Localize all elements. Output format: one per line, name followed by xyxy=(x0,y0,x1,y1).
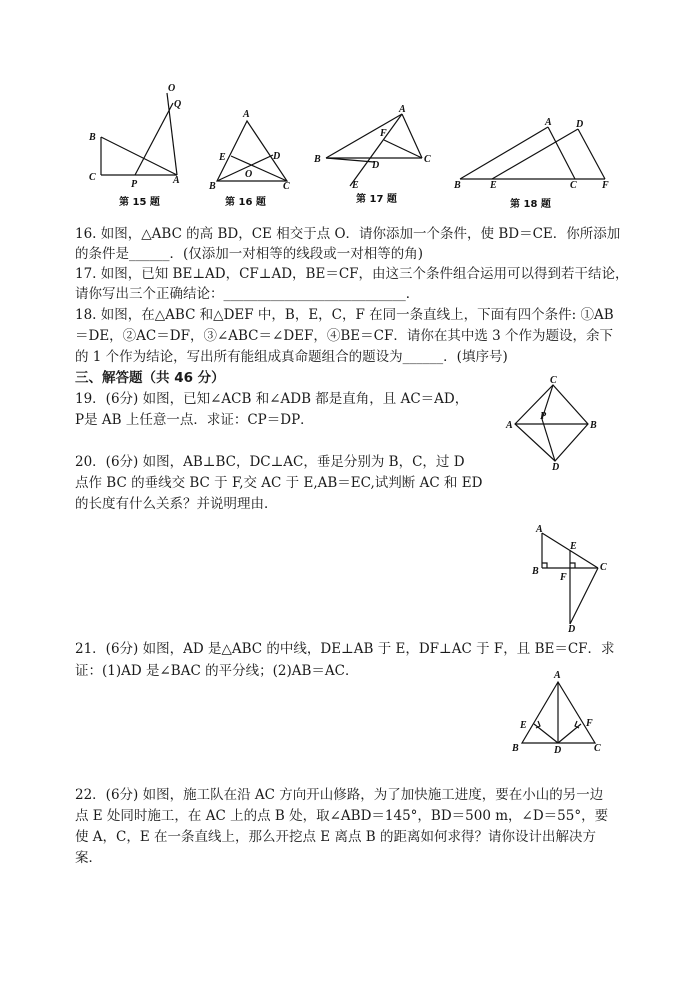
svg-text:B: B xyxy=(209,181,216,192)
q22-line1: 22．(6分) 如图，施工队在沿 AC 方向开山修路，为了加快施工进度，要在小山的另一边 xyxy=(75,787,604,803)
svg-text:E: E xyxy=(570,541,577,552)
svg-text:O: O xyxy=(245,169,253,180)
svg-text:Q: Q xyxy=(174,99,182,110)
q19-line1: 19．(6分) 如图，已知∠ACB 和∠ADB 都是直角，且 AC＝AD， xyxy=(75,391,469,407)
svg-text:A: A xyxy=(545,117,552,128)
q21-line1: 21．(6分) 如图，AD 是△ABC 的中线，DE⊥AB 于 E，DF⊥AC 于 F，且 BE＝CF．求 xyxy=(75,641,615,657)
svg-text:A: A xyxy=(173,175,180,186)
q22-line3: 使 A，C，E 在一条直线上，那么开挖点 E 离点 B 的距离如何求得？请你设计出解决方 xyxy=(75,829,596,845)
figure-15 xyxy=(85,85,195,215)
svg-text:D: D xyxy=(372,160,380,171)
svg-text:E: E xyxy=(352,180,359,191)
svg-text:B: B xyxy=(89,132,96,143)
q21-line2: 证：(1)AD 是∠BAC 的平分线；(2)AB＝AC． xyxy=(75,663,359,679)
q18-line1: 18. 如图，在△ABC 和△DEF 中，B，E，C，F 在同一条直线上，下面有四个条件: ①AB xyxy=(75,307,614,323)
figure-16 xyxy=(205,105,295,215)
svg-text:B: B xyxy=(512,743,519,754)
q18-line3: 的 1 个作为结论，写出所有能组成真命题组合的题设为______．(填序号) xyxy=(75,349,508,365)
svg-text:A: A xyxy=(536,524,543,535)
q20-line2: 点作 BC 的垂线交 BC 于 F,交 AC 于 E,AB＝EC,试判断 AC 和 ED xyxy=(75,475,483,491)
figure-20 xyxy=(530,520,620,635)
svg-text:D: D xyxy=(273,151,281,162)
svg-text:B: B xyxy=(314,154,321,165)
svg-text:B: B xyxy=(532,566,539,577)
q16-line2: 的条件是______．(仅添加一对相等的线段或一对相等的角) xyxy=(75,246,424,262)
svg-text:E: E xyxy=(520,720,527,731)
svg-text:A: A xyxy=(554,670,561,681)
svg-text:B: B xyxy=(590,420,597,431)
q22-line2: 点 E 处同时施工，在 AC 上的点 B 处，取∠ABD＝145°，BD＝500 m，∠D＝55°，要 xyxy=(75,808,609,824)
q20-line3: 的长度有什么关系？并说明理由． xyxy=(75,496,278,512)
svg-text:C: C xyxy=(550,375,557,386)
svg-text:C: C xyxy=(600,562,607,573)
svg-text:A: A xyxy=(506,420,513,431)
svg-text:C: C xyxy=(89,172,96,183)
svg-text:F: F xyxy=(560,572,567,583)
figure-21 xyxy=(508,668,613,760)
q17-line1: 17. 如图，已知 BE⊥AD，CF⊥AD，BE＝CF，由这三个条件组合运用可以得到若干结论， xyxy=(75,266,629,282)
svg-text:A: A xyxy=(399,104,406,115)
section-3-heading: 三、解答题（共 46 分） xyxy=(75,370,225,386)
figure-18-caption: 第 18 题 xyxy=(510,199,551,210)
figure-17-caption: 第 17 题 xyxy=(356,194,397,205)
q19-line2: P是 AB 上任意一点．求证：CP＝DP． xyxy=(75,412,314,428)
q22-line4: 案． xyxy=(75,850,102,866)
figure-16-caption: 第 16 题 xyxy=(225,197,266,208)
svg-text:E: E xyxy=(490,180,497,191)
q20-line1: 20．(6分) 如图，AB⊥BC，DC⊥AC，垂足分别为 B，C，过 D xyxy=(75,454,465,470)
q16-line1: 16. 如图，△ABC 的高 BD，CE 相交于点 O．请你添加一个条件，使 BD＝CE．你所添加 xyxy=(75,226,621,242)
figure-19 xyxy=(500,375,610,473)
svg-text:O: O xyxy=(168,83,176,94)
svg-text:F: F xyxy=(586,718,593,729)
svg-text:C: C xyxy=(424,154,431,165)
svg-text:P: P xyxy=(540,411,547,422)
svg-text:D: D xyxy=(568,624,576,635)
q18-line2: ＝DE，②AC＝DF，③∠ABC＝∠DEF，④BE＝CF．请你在其中选 3 个作为题设，余下 xyxy=(75,328,614,344)
svg-text:D: D xyxy=(554,745,562,756)
svg-text:E: E xyxy=(219,152,226,163)
svg-text:F: F xyxy=(602,180,609,191)
q17-line2: 请你写出三个正确结论：___________________________． xyxy=(75,286,420,302)
svg-text:A: A xyxy=(243,109,250,120)
figure-15-caption: 第 15 题 xyxy=(119,197,160,208)
svg-text:C: C xyxy=(570,180,577,191)
svg-text:C: C xyxy=(594,743,601,754)
svg-text:B: B xyxy=(454,180,461,191)
svg-text:P: P xyxy=(131,179,138,190)
svg-text:D: D xyxy=(576,119,584,130)
svg-text:F: F xyxy=(380,128,387,139)
svg-text:C: C xyxy=(283,181,290,192)
svg-text:D: D xyxy=(552,462,560,473)
figure-17 xyxy=(310,102,440,212)
figure-18 xyxy=(450,115,620,210)
